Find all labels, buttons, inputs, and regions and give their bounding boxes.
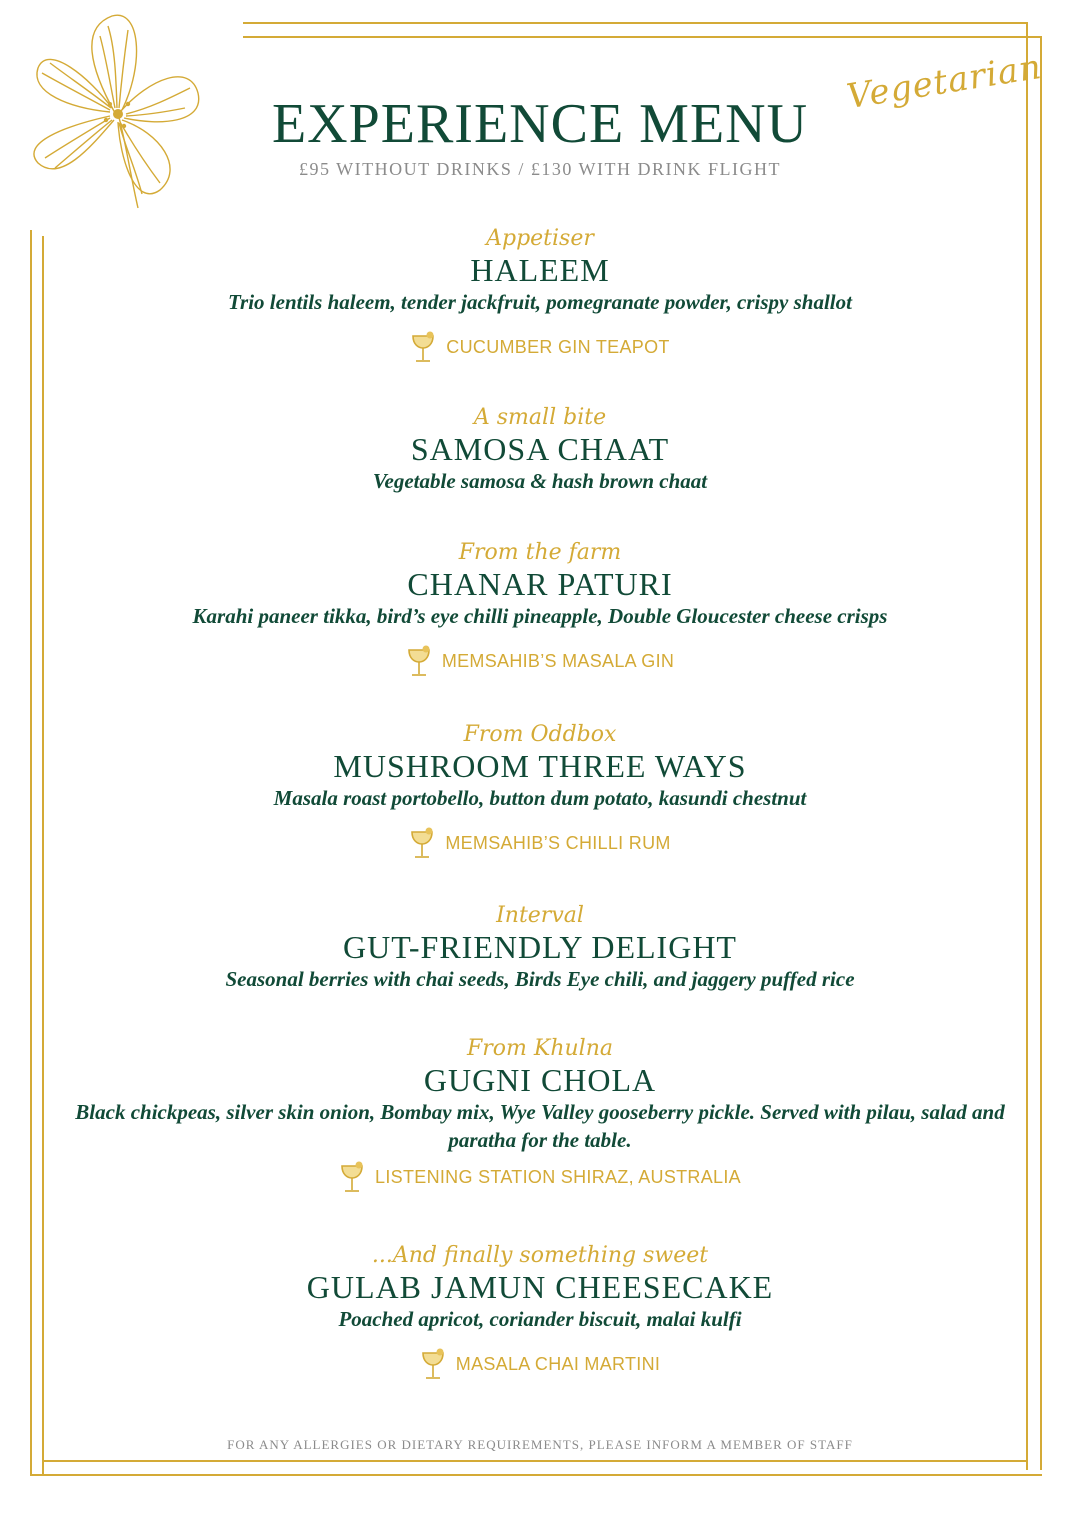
dish-description: Masala roast portobello, button dum potato, kasundi chestnut	[273, 786, 807, 810]
frame-right-line-inner	[1040, 36, 1042, 1470]
course-small-bite	[40, 405, 1040, 495]
cocktail-glass-icon	[410, 330, 436, 364]
pairing-name: LISTENING STATION SHIRAZ, AUSTRALIA	[375, 1166, 741, 1187]
dish-name: GUT-FRIENDLY DELIGHT	[343, 929, 737, 965]
course-label: Interval	[496, 903, 584, 928]
dish-description: Poached apricot, coriander biscuit, malai kulfi	[338, 1307, 742, 1331]
dish-name: GUGNI CHOLA	[423, 1062, 657, 1098]
dish-description: Black chickpeas, silver skin onion, Bombay mix, Wye Valley gooseberry pickle. Served with pilau, salad and paratha for the table.	[75, 1100, 1005, 1152]
frame-bottom-line	[42, 1460, 1028, 1462]
frame-left-line	[30, 230, 32, 1474]
pairing-name: CUCUMBER GIN TEAPOT	[446, 336, 670, 357]
dish-description: Trio lentils haleem, tender jackfruit, pomegranate powder, crispy shallot	[228, 290, 852, 314]
dish-name: CHANAR PATURI	[407, 566, 673, 602]
cocktail-glass-icon	[409, 826, 435, 860]
cocktail-glass-icon	[420, 1347, 446, 1381]
cocktail-glass-icon	[406, 644, 432, 678]
dish-name: GULAB JAMUN CHEESECAKE	[306, 1269, 774, 1305]
drink-pairing	[40, 1160, 1040, 1194]
drink-pairing	[40, 826, 1040, 860]
course-label: From Oddbox	[463, 722, 617, 747]
frame-top-line	[243, 22, 1028, 24]
vegetarian-tag: Vegetarian	[844, 46, 1045, 118]
frame-top-line-inner	[243, 36, 1040, 38]
course-label: ...And finally something sweet	[371, 1243, 709, 1268]
cocktail-glass-icon	[339, 1160, 365, 1194]
course-label: Appetiser	[486, 226, 594, 251]
drink-pairing	[40, 330, 1040, 364]
pairing-name: MEMSAHIB’S MASALA GIN	[441, 650, 675, 671]
dish-name: MUSHROOM THREE WAYS	[333, 748, 747, 784]
drink-pairing	[40, 644, 1040, 678]
course-from-khulna	[40, 1036, 1040, 1194]
pairing-name: MEMSAHIB’S CHILLI RUM	[445, 832, 671, 853]
frame-bottom-line-outer	[30, 1474, 1042, 1476]
course-dessert	[40, 1243, 1040, 1381]
course-interval	[40, 903, 1040, 993]
course-label: A small bite	[473, 405, 607, 430]
allergy-note: FOR ANY ALLERGIES OR DIETARY REQUIREMENTS, PLEASE INFORM A MEMBER OF STAFF	[227, 1437, 853, 1452]
pairing-name: MASALA CHAI MARTINI	[455, 1353, 661, 1374]
dish-name: SAMOSA CHAAT	[410, 431, 670, 467]
course-label: From Khulna	[467, 1036, 613, 1061]
course-appetiser	[40, 226, 1040, 364]
dish-description: Karahi paneer tikka, bird’s eye chilli pineapple, Double Gloucester cheese crisps	[192, 604, 888, 628]
dish-description: Seasonal berries with chai seeds, Birds Eye chili, and jaggery puffed rice	[225, 967, 855, 991]
dish-name: HALEEM	[470, 252, 610, 288]
drink-pairing	[40, 1347, 1040, 1381]
menu-title: EXPERIENCE MENU	[271, 93, 809, 155]
course-from-oddbox	[40, 722, 1040, 860]
dish-description: Vegetable samosa & hash brown chaat	[372, 469, 708, 493]
course-label: From the farm	[458, 540, 622, 565]
price-line: £95 WITHOUT DRINKS / £130 WITH DRINK FLIGHT	[299, 159, 781, 179]
course-from-the-farm	[40, 540, 1040, 678]
